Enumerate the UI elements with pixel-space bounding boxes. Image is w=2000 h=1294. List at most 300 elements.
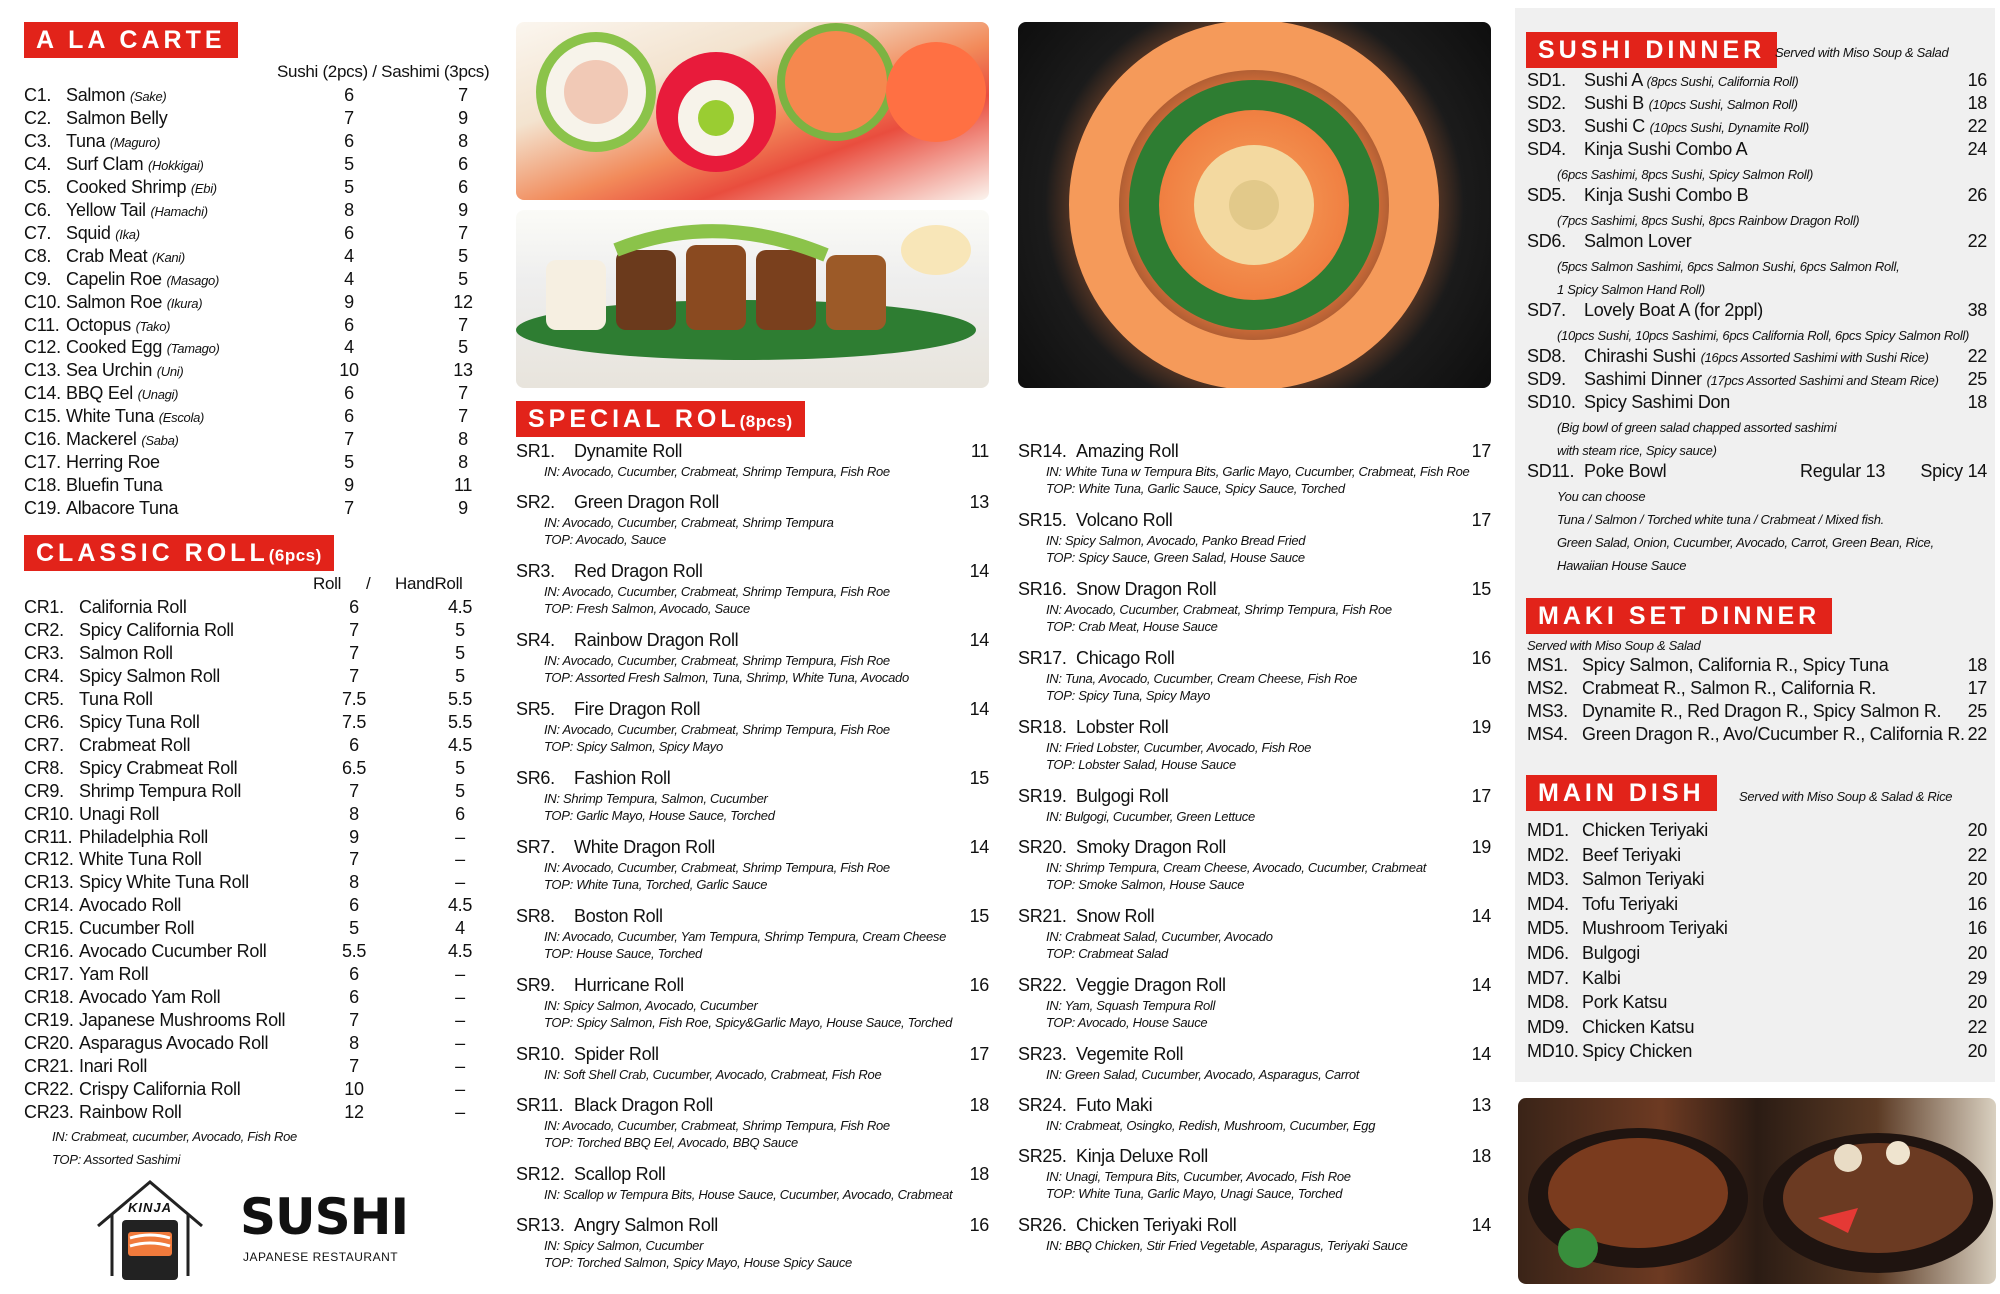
item-price: 22 (1967, 231, 1987, 251)
maki-set-note: Served with Miso Soup & Salad (1527, 638, 1701, 653)
item-code: C3. (24, 130, 52, 151)
item-inside: IN: Avocado, Cucumber, Crabmeat, Shrimp Tempura, Fish Roe (544, 860, 890, 875)
item-name: Yam Roll (79, 964, 149, 985)
item-name: Albacore Tuna (66, 498, 179, 519)
item-name-group (1584, 392, 1730, 413)
item-inside: IN: Green Salad, Cucumber, Avocado, Asparagus, Carrot (1046, 1067, 1360, 1082)
main-dish-item (1527, 968, 1989, 991)
sushi-price: 9 (344, 291, 354, 312)
item-name: Kalbi (1582, 967, 1621, 988)
sashimi-price: 9 (458, 107, 468, 128)
item-name: Angry Salmon Roll (574, 1215, 718, 1235)
item-code: SR23. (1018, 1044, 1067, 1064)
item-topping: TOP: Torched BBQ Eel, Avocado, BBQ Sauce (544, 1135, 798, 1150)
sushi-price: 7 (344, 498, 354, 519)
item-code: CR14. (24, 895, 74, 916)
item-subname: (10pcs Sushi, Dynamite Roll) (1649, 120, 1809, 135)
special-roll-item (1018, 975, 1491, 1042)
item-code: SD5. (1527, 185, 1566, 205)
item-code: CR8. (24, 757, 64, 778)
item-subname: (Escola) (158, 410, 205, 426)
item-name: Fashion Roll (574, 768, 671, 788)
special-roll-item (1018, 906, 1491, 973)
roll-price: 6 (349, 597, 359, 617)
handroll-price: – (455, 1033, 465, 1054)
special-roll-title (1018, 1215, 1236, 1236)
item-code: CR4. (24, 665, 64, 686)
item-code: C13. (24, 360, 61, 381)
special-roll-title (516, 492, 719, 513)
item-subname: (17pcs Assorted Sashimi and Steam Rice) (1706, 373, 1939, 388)
item-topping: TOP: Assorted Fresh Salmon, Tuna, Shrimp, White Tuna, Avocado (544, 670, 909, 685)
item-name-group (66, 131, 160, 152)
sashimi-price: 5 (458, 268, 468, 289)
item-subname: (Hamachi) (150, 203, 208, 219)
item-inside: IN: White Tuna w Tempura Bits, Garlic Mayo, Cucumber, Crabmeat, Fish Roe (1046, 464, 1470, 479)
item-inside: IN: Avocado, Cucumber, Crabmeat, Shrimp Tempura, Fish Roe (544, 653, 890, 668)
item-price: 16 (969, 1215, 989, 1235)
special-roll-title (516, 1215, 718, 1236)
item-name-group (66, 108, 167, 129)
item-name: Spicy Sashimi Don (1584, 392, 1730, 412)
item-price: 16 (1471, 648, 1491, 668)
item-price: 16 (1967, 893, 1987, 914)
item-code: SR9. (516, 975, 555, 995)
item-name: Yellow Tail (66, 199, 146, 220)
sashimi-price: 9 (458, 498, 468, 519)
item-name: Salmon Roll (79, 642, 173, 663)
special-roll-item (1018, 1095, 1491, 1144)
item-inside: IN: Unagi, Tempura Bits, Cucumber, Avocado, Fish Roe (1046, 1169, 1351, 1184)
item-price: 13 (1471, 1095, 1491, 1115)
item-subname: (10pcs Sushi, Salmon Roll) (1648, 97, 1798, 112)
item-inside: IN: Soft Shell Crab, Cucumber, Avocado, Crabmeat, Fish Roe (544, 1067, 882, 1082)
item-code: CR15. (24, 918, 74, 939)
a-la-carte-item (24, 498, 484, 521)
item-inside: IN: Shrimp Tempura, Salmon, Cucumber (544, 791, 768, 806)
special-roll-title (1018, 906, 1154, 927)
item-name: Cucumber Roll (79, 918, 195, 939)
handroll-price: – (455, 826, 465, 847)
special-roll-item (516, 1164, 989, 1213)
item-name: Dynamite Roll (574, 441, 683, 461)
item-code: MD4. (1527, 893, 1569, 914)
item-inside: IN: Shrimp Tempura, Cream Cheese, Avocado, Cucumber, Crabmeat (1046, 860, 1427, 875)
item-topping: TOP: Spicy Sauce, Green Salad, House Sauce (1046, 550, 1305, 565)
item-name-group (66, 154, 204, 175)
item-name: Crispy California Roll (79, 1078, 241, 1099)
item-inside: IN: Fried Lobster, Cucumber, Avocado, Fish Roe (1046, 740, 1312, 755)
sashimi-price: 11 (453, 475, 473, 496)
roll-price: 12 (344, 1101, 364, 1122)
item-code: CR20. (24, 1033, 74, 1054)
item-code: MS3. (1527, 701, 1568, 721)
special-roll-title (1018, 648, 1174, 669)
special-roll-title (516, 837, 715, 858)
handroll-price: 5 (455, 665, 465, 686)
a-la-carte-item (24, 429, 484, 452)
item-name: Tuna (66, 130, 106, 151)
item-price: 20 (1967, 992, 1987, 1013)
classic-roll-item (24, 643, 484, 666)
item-code: SR16. (1018, 579, 1067, 599)
handroll-price: 5 (455, 642, 465, 663)
sushi-price: 5 (344, 452, 354, 473)
item-price: 16 (969, 975, 989, 995)
item-name-group (1584, 139, 1747, 160)
item-code: CR22. (24, 1078, 74, 1099)
sashimi-price: 6 (458, 176, 468, 197)
main-dish-item (1527, 869, 1989, 892)
item-price: 38 (1967, 300, 1987, 320)
item-topping: TOP: Fresh Salmon, Avocado, Sauce (544, 601, 750, 616)
item-subname: (Ebi) (190, 180, 217, 196)
sashimi-price: 7 (458, 314, 468, 335)
classic-roll-item (24, 987, 484, 1010)
handroll-price: 4.5 (447, 734, 473, 755)
item-name: Boston Roll (574, 906, 663, 926)
item-name: Fire Dragon Roll (574, 699, 701, 719)
item-code: MD1. (1527, 820, 1569, 840)
item-code: CR6. (24, 711, 64, 732)
sashimi-price: 7 (458, 222, 468, 243)
special-roll-item (516, 906, 989, 973)
sashimi-price: 6 (458, 153, 468, 174)
item-inside: IN: Scallop w Tempura Bits, House Sauce, Cucumber, Avocado, Crabmeat (544, 1187, 953, 1202)
special-roll-item (516, 975, 989, 1042)
special-roll-title (1018, 975, 1226, 996)
item-code: C14. (24, 383, 61, 404)
item-subname: (8pcs Sushi, California Roll) (1646, 74, 1799, 89)
sd10-description-1: (Big bowl of green salad chapped assorted sashimi (1557, 420, 1837, 435)
item-price: 22 (1967, 346, 1987, 366)
classic-roll-item (24, 735, 484, 758)
item-price: 22 (1967, 844, 1987, 865)
classic-roll-item (24, 918, 484, 941)
a-la-carte-item (24, 177, 484, 200)
item-code: SR13. (516, 1215, 565, 1235)
item-code: MD10. (1527, 1041, 1579, 1062)
maki-set-item (1527, 655, 1989, 678)
item-price: 20 (1967, 869, 1987, 890)
item-price: 25 (1967, 369, 1987, 389)
maki-set-item (1527, 701, 1989, 724)
item-code: CR5. (24, 688, 64, 709)
item-name: BBQ Eel (66, 383, 133, 404)
classic-roll-header: CLASSIC ROLL(6pcs) (24, 535, 334, 571)
item-name: Spicy White Tuna Roll (79, 872, 249, 893)
item-name: Green Dragon Roll (574, 492, 719, 512)
item-inside: IN: Yam, Squash Tempura Roll (1046, 998, 1216, 1013)
item-code: SD4. (1527, 139, 1566, 159)
handroll-price: 5 (455, 619, 465, 640)
main-dish-item (1527, 943, 1989, 966)
roll-price: 7 (349, 665, 359, 686)
item-inside: IN: Spicy Salmon, Avocado, Cucumber (544, 998, 758, 1013)
item-code: CR17. (24, 964, 74, 985)
item-code: SD10. (1527, 392, 1576, 412)
item-name: Sushi A (1584, 70, 1642, 90)
item-name: Kinja Sushi Combo B (1584, 185, 1749, 205)
item-code: SR22. (1018, 975, 1067, 995)
special-roll-title (516, 1044, 659, 1065)
special-roll-title (1018, 786, 1168, 807)
item-name-group (66, 223, 140, 244)
roll-price: 5 (349, 918, 359, 939)
item-inside: IN: Spicy Salmon, Cucumber (544, 1238, 704, 1253)
sushi-price: 6 (344, 406, 354, 427)
item-name: Futo Maki (1076, 1095, 1153, 1115)
special-roll-item (516, 1095, 989, 1162)
item-name: Lobster Roll (1076, 717, 1169, 737)
item-name-group (66, 246, 185, 267)
item-code: SR2. (516, 492, 555, 512)
item-code: SD8. (1527, 346, 1566, 366)
roll-price: 6.5 (341, 757, 367, 778)
logo-wordmark: SUSHI (240, 1188, 409, 1246)
item-name: Spicy Salmon, California R., Spicy Tuna (1582, 655, 1889, 675)
special-roll-item (516, 768, 989, 835)
sd11-spicy-price: Spicy 14 (1920, 461, 1987, 481)
item-topping: TOP: White Tuna, Torched, Garlic Sauce (544, 877, 768, 892)
classic-roll-item (24, 872, 484, 895)
sd5-description: (7pcs Sashimi, 8pcs Sushi, 8pcs Rainbow Dragon Roll) (1557, 213, 1860, 228)
a-la-carte-item (24, 223, 484, 246)
a-la-carte-item (24, 246, 484, 269)
item-name: Spicy Chicken (1582, 1041, 1693, 1062)
item-name: Tuna Roll (79, 688, 153, 709)
special-roll-title (516, 441, 682, 462)
item-name-group (1584, 300, 1763, 321)
item-price: 16 (1967, 70, 1987, 90)
item-code: C1. (24, 85, 52, 105)
handroll-price: – (455, 1078, 465, 1099)
item-code: CR23. (24, 1101, 74, 1122)
item-name: Shrimp Tempura Roll (79, 780, 242, 801)
item-name: White Tuna (66, 406, 155, 427)
sushi-dinner-item (1527, 346, 1989, 369)
sd10-description-2: with steam rice, Spicy sauce) (1557, 443, 1717, 458)
item-price: 18 (1967, 392, 1987, 412)
item-name-group (1584, 116, 1809, 137)
item-price: 17 (1471, 510, 1491, 530)
item-price: 19 (1471, 717, 1491, 737)
main-dish-note: Served with Miso Soup & Salad & Rice (1739, 789, 1953, 804)
item-code: SR10. (516, 1044, 565, 1064)
special-roll-title (1018, 837, 1226, 858)
item-code: CR19. (24, 1010, 74, 1031)
item-name: Kinja Sushi Combo A (1584, 139, 1748, 159)
special-roll-item (516, 561, 989, 628)
item-price: 14 (1471, 1215, 1491, 1235)
item-code: C2. (24, 107, 52, 128)
roll-price: 7 (349, 849, 359, 870)
handroll-price: 5.5 (447, 711, 473, 732)
classic-roll-item (24, 666, 484, 689)
item-price: 17 (1471, 786, 1491, 806)
sushi-dinner-header: SUSHI DINNER (1526, 32, 1777, 68)
maki-set-header: MAKI SET DINNER (1526, 598, 1832, 634)
special-roll-title (516, 561, 703, 582)
main-dish-item (1527, 1041, 1989, 1064)
item-code: C12. (24, 337, 61, 358)
main-dish-item (1527, 1017, 1989, 1040)
item-code: SD6. (1527, 231, 1566, 251)
item-name: Bulgogi (1582, 943, 1640, 963)
item-code: C11. (24, 314, 60, 335)
item-name-group (66, 452, 160, 473)
item-name-group (66, 498, 178, 519)
special-roll-item (516, 630, 989, 697)
item-name: Capelin Roe (66, 268, 162, 289)
item-code: SR12. (516, 1164, 565, 1184)
handroll-price: – (455, 1010, 465, 1031)
sushi-price: 5 (344, 153, 354, 174)
a-la-carte-item (24, 200, 484, 223)
item-name: Red Dragon Roll (574, 561, 703, 581)
sashimi-price: 5 (458, 337, 468, 358)
item-code: C5. (24, 176, 52, 197)
item-code: SR25. (1018, 1146, 1067, 1166)
item-name: Squid (66, 222, 111, 243)
item-subname: (Uni) (156, 364, 184, 380)
a-la-carte-header: A LA CARTE (24, 22, 238, 58)
item-name: Cooked Shrimp (66, 176, 187, 197)
sashimi-price: 8 (458, 452, 468, 473)
a-la-carte-item (24, 154, 484, 177)
item-code: SD7. (1527, 300, 1566, 320)
item-subname: (Maguro) (109, 134, 161, 150)
item-code: CR13. (24, 872, 74, 893)
item-price: 18 (1471, 1146, 1491, 1166)
item-price: 17 (1471, 441, 1491, 461)
item-subname: (Ikura) (166, 295, 203, 311)
item-code: SD3. (1527, 116, 1566, 136)
item-code: C6. (24, 199, 52, 220)
a-la-carte-item (24, 292, 484, 315)
item-price: 22 (1967, 724, 1987, 744)
item-name: Philadelphia Roll (79, 826, 208, 847)
item-name: Chirashi Sushi (1584, 346, 1696, 366)
item-name: Chicago Roll (1076, 648, 1175, 668)
item-topping: TOP: Avocado, House Sauce (1046, 1015, 1208, 1030)
item-name: Scallop Roll (574, 1164, 666, 1184)
item-topping: TOP: Avocado, Sauce (544, 532, 666, 547)
classic-roll-item (24, 941, 484, 964)
item-name: Salmon Roe (66, 291, 163, 312)
sd11-name: Poke Bowl (1584, 461, 1667, 481)
item-name: Sashimi Dinner (1584, 369, 1702, 389)
special-roll-item (1018, 648, 1491, 715)
item-name: Mushroom Teriyaki (1582, 918, 1728, 939)
special-roll-title (516, 975, 684, 996)
item-price: 11 (970, 441, 989, 461)
handroll-price: – (455, 987, 465, 1008)
special-roll-title (516, 1095, 713, 1116)
main-dish-item (1527, 894, 1989, 917)
sd11-row (1527, 461, 1989, 484)
special-roll-item (1018, 717, 1491, 784)
a-la-carte-item (24, 85, 484, 108)
special-roll-title (1018, 441, 1178, 462)
item-code: SD9. (1527, 369, 1566, 389)
item-price: 22 (1967, 116, 1987, 136)
item-code: C4. (24, 153, 52, 174)
item-name: Rainbow Roll (79, 1101, 182, 1122)
roll-price: 8 (349, 803, 359, 824)
item-topping: TOP: Crab Meat, House Sauce (1046, 619, 1218, 634)
sushi-price: 6 (344, 314, 354, 335)
item-topping: TOP: Crabmeat Salad (1046, 946, 1168, 961)
roll-price: 6 (349, 895, 359, 916)
sashimi-price: 7 (458, 406, 468, 427)
special-roll-item (1018, 1044, 1491, 1093)
maki-set-item (1527, 678, 1989, 701)
item-code: CR12. (24, 849, 74, 870)
sushi-price: 6 (344, 85, 354, 105)
a-la-carte-item (24, 315, 484, 338)
item-price: 15 (969, 768, 989, 788)
kinja-house-icon (92, 1176, 208, 1288)
sashimi-price: 9 (458, 199, 468, 220)
a-la-carte-item (24, 406, 484, 429)
handroll-price: – (455, 1101, 465, 1122)
item-price: 29 (1967, 967, 1987, 988)
item-code: SR17. (1018, 648, 1067, 668)
sushi-dinner-item (1527, 93, 1989, 116)
roll-price: 9 (349, 826, 359, 847)
item-name: Salmon Teriyaki (1582, 869, 1705, 890)
sashimi-price: 8 (458, 130, 468, 151)
item-name: Vegemite Roll (1076, 1044, 1184, 1064)
item-code: SD1. (1527, 70, 1566, 90)
main-dish-header: MAIN DISH (1526, 775, 1717, 811)
handroll-price: – (455, 872, 465, 893)
classic-roll-item (24, 597, 484, 620)
item-price: 17 (969, 1044, 989, 1064)
item-name: Octopus (66, 314, 131, 335)
maki-set-item (1527, 724, 1989, 747)
sushi-dinner-item (1527, 70, 1989, 93)
item-code: CR7. (24, 734, 64, 755)
item-name: Snow Dragon Roll (1076, 579, 1217, 599)
item-subname: (Tamago) (166, 341, 220, 357)
item-code: MD8. (1527, 992, 1569, 1013)
handroll-price: 6 (455, 803, 465, 824)
sushi-dinner-note: Served with Miso Soup & Salad (1775, 45, 1949, 60)
sushi-price: 5 (344, 176, 354, 197)
item-subname: (Tako) (135, 318, 171, 334)
sushi-price: 7 (344, 107, 354, 128)
special-roll-item (1018, 1215, 1491, 1264)
item-name: Chicken Katsu (1582, 1016, 1695, 1037)
item-topping: TOP: Lobster Salad, House Sauce (1046, 757, 1236, 772)
handroll-price: 4.5 (447, 941, 473, 962)
item-name-group (1584, 70, 1798, 91)
main-dish-item (1527, 918, 1989, 941)
roll-price: 7 (349, 1010, 359, 1031)
item-code: SR4. (516, 630, 555, 650)
item-inside: IN: BBQ Chicken, Stir Fried Vegetable, Asparagus, Teriyaki Sauce (1046, 1238, 1408, 1253)
item-code: SR1. (516, 441, 555, 461)
logo-badge-text: KINJA (127, 1200, 172, 1215)
item-subname: (16pcs Assorted Sashimi with Sushi Rice) (1700, 350, 1929, 365)
roll-price: 7.5 (341, 711, 367, 732)
classic-roll-item (24, 849, 484, 872)
item-name: Spicy Salmon Roll (79, 665, 220, 686)
item-name: Cooked Egg (66, 337, 163, 358)
item-name: Veggie Dragon Roll (1076, 975, 1226, 995)
